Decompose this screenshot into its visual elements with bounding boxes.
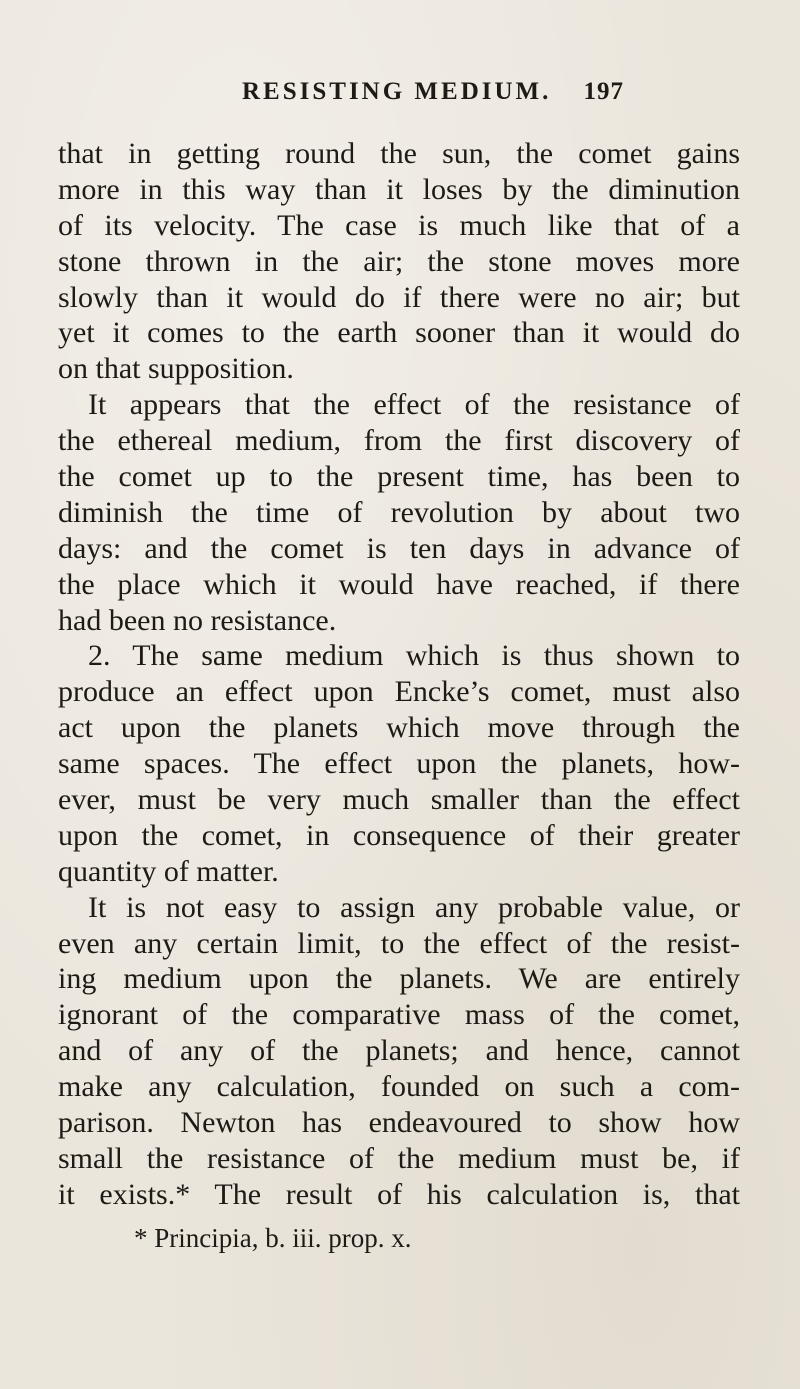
text-line: slowly than it would do if there were no air; but	[58, 280, 740, 314]
text-line: diminish the time of revolution by about two	[58, 495, 740, 529]
text-line: ever, must be very much smaller than the effect	[58, 783, 740, 817]
text-line: that in getting round the sun, the comet gains	[58, 137, 740, 170]
text-line: and of any of the planets; and hence, cannot	[58, 1034, 740, 1068]
text-line: produce an effect upon Encke’s comet, must also	[58, 675, 740, 709]
text-line: parison. Newton has endeavoured to show how	[58, 1106, 740, 1140]
text-line: ing medium upon the planets. We are entirely	[58, 962, 740, 996]
text-line: It is not easy to assign any probable value, or	[88, 890, 740, 924]
text-line: yet it comes to the earth sooner than it would do	[58, 316, 740, 350]
text-line: 2. The same medium which is thus shown to	[88, 639, 740, 673]
body-text	[58, 136, 740, 1213]
text-line: ignorant of the comparative mass of the comet,	[58, 998, 740, 1032]
text-line: make any calculation, founded on such a com-	[58, 1070, 740, 1104]
text-line: the place which it would have reached, if there	[58, 567, 740, 601]
text-line: upon the comet, in consequence of their greater	[58, 818, 740, 852]
text-line: act upon the planets which move through the	[58, 711, 740, 745]
text-line: more in this way than it loses by the diminution	[58, 172, 740, 206]
footnote: * Principia, b. iii. prop. x.	[134, 1223, 412, 1253]
text-line: the ethereal medium, from the first discovery of	[58, 424, 740, 458]
page-number: 197	[583, 78, 624, 105]
text-line: quantity of matter.	[58, 854, 279, 888]
text-line: on that supposition.	[58, 352, 294, 386]
text-line: small the resistance of the medium must be, if	[58, 1141, 740, 1175]
text-line: stone thrown in the air; the stone moves more	[58, 244, 740, 278]
text-line: it exists.* The result of his calculation is, that	[58, 1177, 740, 1211]
running-title: RESISTING MEDIUM.	[242, 78, 552, 105]
text-line: the comet up to the present time, has been to	[58, 460, 740, 494]
text-line: It appears that the effect of the resistance of	[88, 388, 740, 422]
running-head	[0, 78, 800, 112]
text-line: of its velocity. The case is much like that of a	[58, 208, 740, 242]
text-line: same spaces. The effect upon the planets, how-	[58, 747, 740, 781]
text-line: days: and the comet is ten days in advance of	[58, 531, 740, 565]
text-line: even any certain limit, to the effect of the resist-	[58, 926, 740, 960]
text-line: had been no resistance.	[58, 603, 337, 637]
